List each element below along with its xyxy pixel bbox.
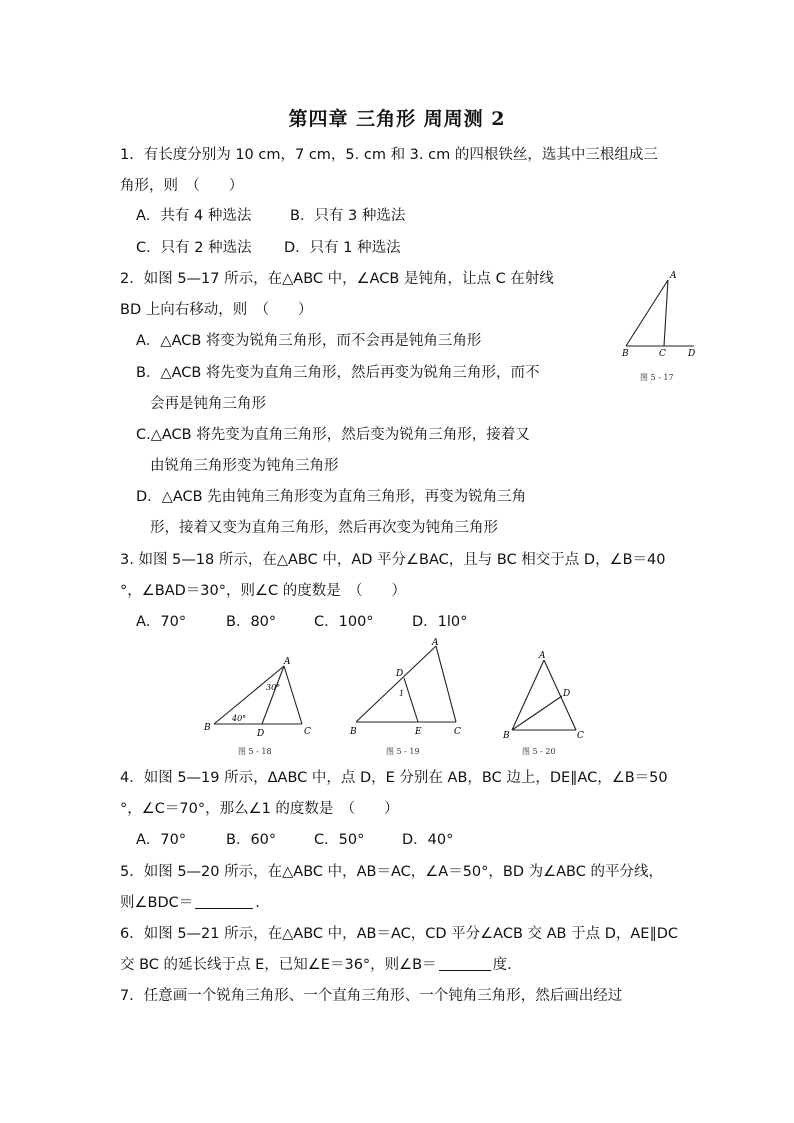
- question-2-line-1: 2．如图 5—17 所示，在△ABC 中，∠ACB 是钝角，让点 C 在射线: [120, 271, 554, 287]
- question-2-option-d-line-1: D．△ACB 先由钝角三角形变为直角三角形，再变为锐角三角: [136, 489, 527, 505]
- question-4-line-2: °，∠C＝70°，那么∠1 的度数是 （ ）: [120, 801, 399, 817]
- question-6-line-2: [120, 955, 512, 975]
- question-3-line-2: °，∠BAD＝30°，则∠C 的度数是 （ ）: [120, 583, 406, 599]
- question-2-option-b-line-1: B．△ACB 将先变为直角三角形，然后再变为锐角三角形，而不: [136, 365, 540, 381]
- question-5-period: .: [255, 895, 260, 911]
- question-6-unit: 度.: [492, 957, 512, 973]
- question-4-option-d: D．40°: [402, 832, 454, 848]
- figure-5-18: [200, 652, 320, 742]
- question-2-option-c-line-1: C.△ACB 将先变为直角三角形，然后变为锐角三角形，接着又: [136, 427, 530, 443]
- question-7-line-1: 7．任意画一个锐角三角形、一个直角三角形、一个钝角三角形，然后画出经过: [120, 988, 623, 1004]
- question-3-option-d: D．1l0°: [412, 614, 468, 630]
- figure-5-20: [498, 646, 598, 746]
- figure-5-18-angle-40: 40°: [232, 714, 247, 723]
- figure-5-19: [344, 636, 474, 746]
- question-3-option-c: C．100°: [314, 614, 374, 630]
- question-5-line-1: 5．如图 5—20 所示，在△ABC 中，AB＝AC，∠A＝50°，BD 为∠ABC 的平分线，: [120, 864, 663, 880]
- question-5-answer-blank[interactable]: [195, 894, 253, 909]
- question-5-prompt: 则∠BDC＝: [120, 895, 194, 911]
- question-6-prompt: 交 BC 的延长线于点 E，已知∠E＝36°，则∠B＝: [120, 957, 437, 973]
- figure-5-20-label-a: A: [539, 651, 546, 661]
- page-title: 第四章 三角形 周周测 2: [288, 108, 506, 130]
- question-6-line-1: 6．如图 5—21 所示，在△ABC 中，AB＝AC，CD 平分∠ACB 交 AB 于点 D，AE∥DC: [120, 926, 678, 942]
- question-1-line-2: 角形，则 （ ）: [120, 178, 244, 194]
- question-1-option-b: B．只有 3 种选法: [290, 208, 406, 224]
- question-4-option-b: B．60°: [226, 832, 277, 848]
- figure-5-18-angle-30: 30°: [266, 683, 281, 692]
- figure-5-20-label-d: D: [563, 689, 571, 699]
- figure-5-19-label-e: E: [415, 727, 422, 737]
- question-1-line-1: 1．有长度分别为 10 cm，7 cm，5. cm 和 3. cm 的四根铁丝，选其中三根组成三: [120, 147, 658, 163]
- figure-5-17-label-b: B: [622, 349, 629, 359]
- question-2-option-c-line-2: 由锐角三角形变为钝角三角形: [150, 458, 339, 474]
- figure-5-19-angle-1: 1: [399, 689, 405, 698]
- figure-5-19-label-c: C: [454, 727, 461, 737]
- figure-5-20-label-b: B: [503, 731, 510, 741]
- figure-5-18-label-b: B: [204, 723, 211, 733]
- figure-5-17-label-c: C: [659, 349, 666, 359]
- question-4-option-c: C．50°: [314, 832, 365, 848]
- question-5-line-2: [120, 893, 260, 913]
- question-4-line-1: 4．如图 5—19 所示，ΔABC 中，点 D，E 分别在 AB，BC 边上，DE∥AC，∠B＝50: [120, 770, 668, 786]
- question-3-option-a: A．70°: [136, 614, 187, 630]
- figure-5-18-label-c: C: [304, 727, 311, 737]
- question-2-option-b-line-2: 会再是钝角三角形: [150, 396, 266, 412]
- question-2-line-2: BD 上向右移动，则 （ ）: [120, 302, 313, 318]
- question-4-option-a: A．70°: [136, 832, 187, 848]
- question-1-option-c: C．只有 2 种选法: [136, 240, 252, 256]
- figure-5-18-label-d: D: [257, 729, 265, 739]
- figure-5-19-label-a: A: [432, 638, 439, 648]
- figure-5-19-caption: 图 5 - 19: [386, 747, 420, 756]
- figure-5-19-label-d: D: [396, 669, 404, 679]
- figure-5-20-caption: 图 5 - 20: [522, 747, 556, 756]
- figure-5-19-label-b: B: [350, 727, 357, 737]
- figure-5-17: [620, 266, 700, 366]
- question-3-option-b: B．80°: [226, 614, 277, 630]
- figure-5-18-caption: 图 5 - 18: [238, 747, 272, 756]
- question-6-answer-blank[interactable]: [439, 956, 491, 971]
- question-3-line-1: 3. 如图 5—18 所示，在△ABC 中，AD 平分∠BAC，且与 BC 相交于点 D，∠B＝40: [120, 552, 666, 568]
- figure-5-20-label-c: C: [577, 731, 584, 741]
- figure-5-17-caption: 图 5 - 17: [640, 373, 674, 382]
- question-2-option-a: A．△ACB 将变为锐角三角形，而不会再是钝角三角形: [136, 333, 482, 349]
- figure-5-18-label-a: A: [284, 657, 291, 667]
- figure-5-17-label-d: D: [688, 349, 696, 359]
- figure-5-17-label-a: A: [670, 271, 677, 281]
- question-1-option-d: D．只有 1 种选法: [284, 240, 401, 256]
- question-2-option-d-line-2: 形，接着又变为直角三角形，然后再次变为钝角三角形: [150, 520, 498, 536]
- question-1-option-a: A．共有 4 种选法: [136, 208, 252, 224]
